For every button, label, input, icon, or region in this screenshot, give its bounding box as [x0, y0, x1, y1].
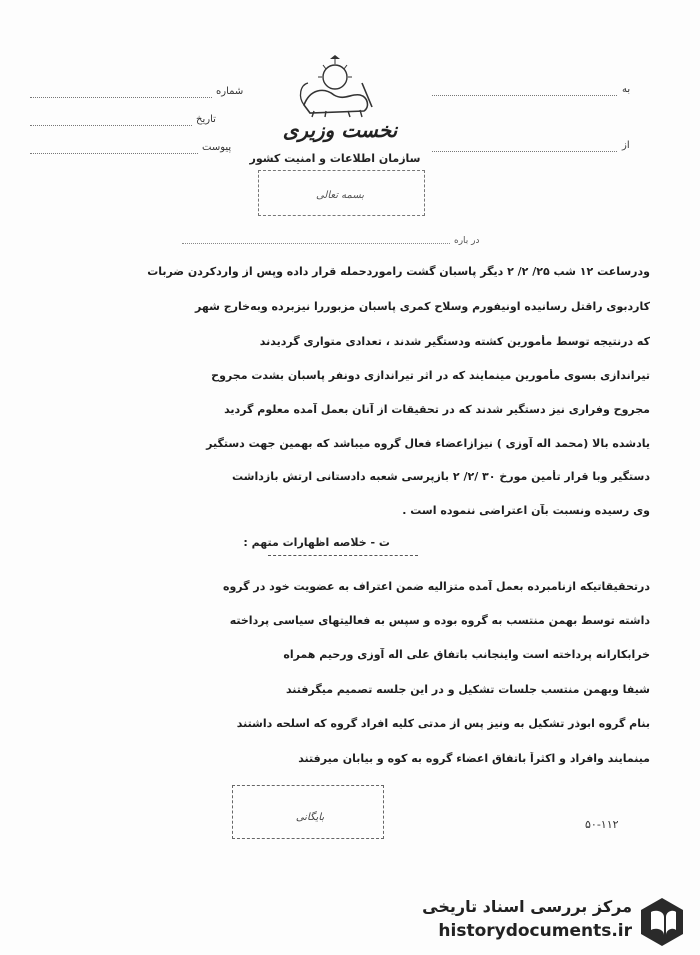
bottom-stamp-text: بایگانی — [295, 812, 325, 823]
from-field-label: از — [622, 140, 630, 151]
organization-name: سازمان اطلاعات و امنیت کشور — [249, 152, 421, 165]
body-line: خرابکارانه پرداخته است واینجانب باتفاق علی اله آوزی ورحیم همراه — [283, 648, 650, 661]
body-line: کاردبوی راقتل رسانیده اونیفورم وسلاح کمری پاسبان مزبوررا نیزبرده وبه‌خارج شهر — [195, 300, 650, 313]
number-field-line — [30, 97, 212, 98]
date-field-line — [30, 125, 192, 126]
attachment-field-label: پیوست — [202, 142, 232, 153]
to-field-label: به — [622, 84, 631, 95]
body-line: یادشده بالا (محمد اله آوزی ) نیزازاعضاء فعال گروه میباشد که بهمین جهت دستگیر — [206, 437, 650, 450]
to-field-line — [432, 95, 617, 96]
header-stamp-text: بسمه تعالی — [315, 190, 365, 201]
subject-divider — [182, 243, 450, 244]
body-line: درتحقیقاتیکه ازنامبرده بعمل آمده متزالیه ضمن اعتراف به عضویت خود در گروه — [222, 580, 650, 593]
subject-label: در باره — [454, 236, 480, 246]
watermark-url: historydocuments.ir — [438, 921, 632, 941]
attachment-field-line — [30, 153, 198, 154]
history-documents-logo-icon — [637, 895, 687, 949]
number-field-label: شماره — [216, 86, 244, 97]
body-line: که درنتیجه توسط مأمورین کشته ودستگیر شدند ، تعدادی متواری گردیدند — [259, 335, 650, 348]
body-line: مینمایند وافراد و اکثراً باتفاق اعضاء گروه به کوه و بیابان میرفتند — [298, 752, 650, 765]
lion-and-sun-emblem-icon — [290, 55, 380, 120]
date-field-label: تاریخ — [196, 114, 216, 125]
body-line: داشته توسط بهمن منتسب به گروه بوده و سپس به فعالیتهای سیاسی پرداخته — [229, 614, 650, 627]
body-line: تیراندازی بسوی مأمورین مینمایند که در اثر تیراندازی دونفر پاسبان بشدت مجروح — [211, 369, 650, 382]
ministry-title: نخست وزیری — [282, 118, 398, 142]
body-line: مجروح وفراری نیز دستگیر شدند که در تحقیقات از آنان بعمل آمده معلوم گردید — [224, 403, 650, 416]
body-line: دستگیر وبا قرار تأمین مورخ ۳۰ /۲/ ۲ بازپرسی شعبه دادستانی ارتش بازداشت — [232, 470, 650, 483]
body-line: شیفا وبهمن منتسب جلسات تشکیل و در این جلسه تصمیم میگرفتند — [285, 683, 650, 696]
from-field-line — [432, 151, 617, 152]
body-line: وی رسیده ونسبت بآن اعتراضی ننموده است . — [402, 504, 650, 517]
section-title: ت - خلاصه اظهارات متهم : — [243, 536, 390, 549]
page-number: ۵۰-۱۱۲ — [585, 818, 619, 831]
body-line: بنام گروه ابوذر تشکیل به ونیز پس از مدتی کلیه افراد گروه که اسلحه داشتند — [236, 717, 650, 730]
body-line: ودرساعت ۱۲ شب ۲۵/ ۲/ ۲ دیگر پاسبان گشت راموردحمله قرار داده وپس از واردکردن ضربات — [147, 265, 650, 278]
section-title-underline — [268, 555, 418, 556]
watermark-title: مرکز بررسی اسناد تاریخی — [422, 897, 632, 916]
